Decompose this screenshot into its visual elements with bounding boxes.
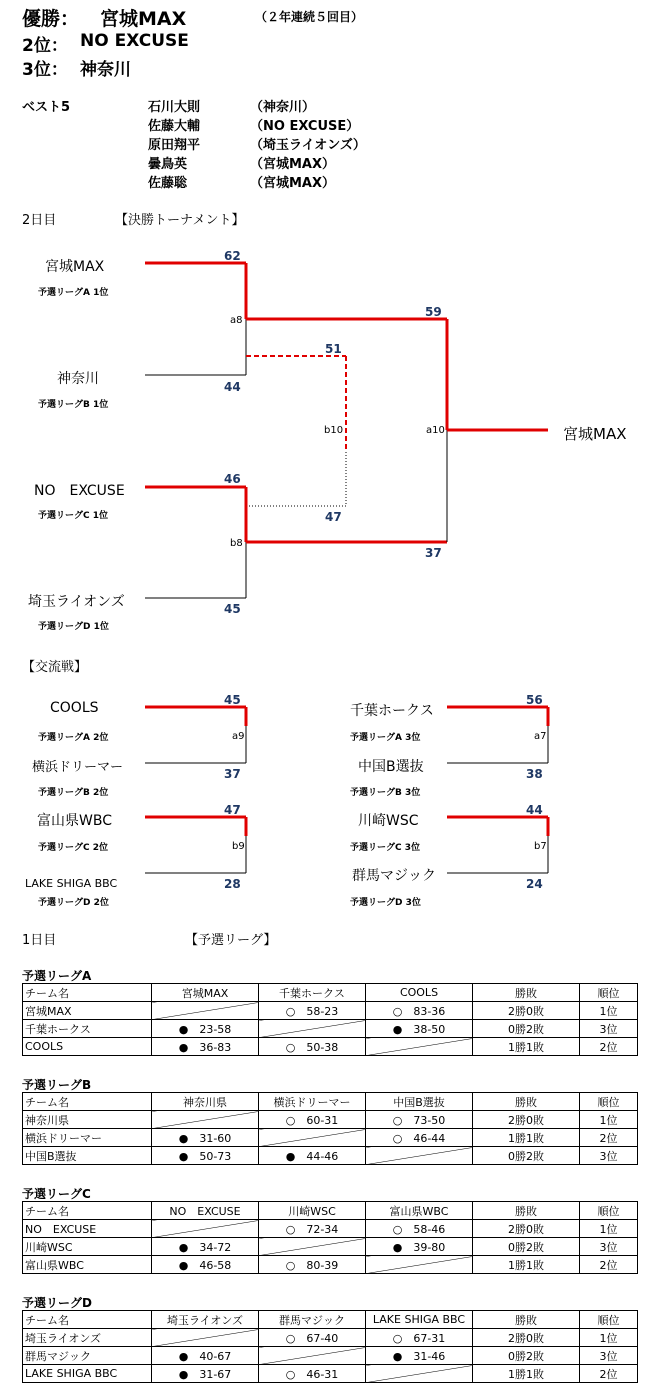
exchange-seed: 予選リーグA 3位 [350, 733, 421, 743]
self-match-cell [366, 1365, 473, 1383]
table-header-cell: LAKE SHIGA BBC [366, 1311, 473, 1329]
best5-player-name: 原田翔平 [148, 138, 201, 153]
result-cell: ● 23-58 [152, 1020, 259, 1038]
exchange-score: 45 [224, 693, 241, 707]
day2-label: 2日目 [22, 213, 57, 228]
self-match-cell [366, 1256, 473, 1274]
record-cell: 0勝2敗 [473, 1020, 580, 1038]
league-table [22, 1201, 638, 1274]
champion-note: （２年連続５回目） [255, 10, 364, 24]
bracket-score: 46 [224, 472, 241, 486]
record-cell: 0勝2敗 [473, 1147, 580, 1165]
exchange-score: 44 [526, 803, 543, 817]
table-row [23, 1238, 638, 1256]
self-match-cell [259, 1238, 366, 1256]
result-cell: ○ 67-31 [366, 1329, 473, 1347]
result-cell: ● 31-67 [152, 1365, 259, 1383]
self-match-cell [152, 1002, 259, 1020]
table-header-cell: COOLS [366, 984, 473, 1002]
table-header-cell: 順位 [580, 984, 638, 1002]
third-label: 3位： [22, 60, 68, 80]
bracket-team: 宮城MAX [45, 259, 105, 275]
result-cell: ● 44-46 [259, 1147, 366, 1165]
exchange-seed: 予選リーグD 3位 [350, 898, 421, 908]
rank-cell: 2位 [580, 1365, 638, 1383]
tournament-winner: 宮城MAX [563, 425, 627, 443]
day2-title: 【決勝トーナメント】 [115, 213, 245, 228]
best5-player-team: （神奈川） [250, 100, 316, 115]
match-label-a10: a10 [426, 425, 445, 436]
bracket-team: 埼玉ライオンズ [28, 594, 125, 610]
table-header-row [23, 984, 638, 1002]
league-title: 予選リーグD [22, 1296, 92, 1310]
exchange-score: 28 [224, 877, 241, 891]
rank-cell: 3位 [580, 1238, 638, 1256]
self-match-cell [259, 1347, 366, 1365]
best5-player-name: 佐藤聡 [148, 176, 188, 191]
bracket-score: 59 [425, 305, 442, 319]
champion-team: 宮城MAX [100, 8, 187, 30]
rank-cell: 2位 [580, 1256, 638, 1274]
record-cell: 2勝0敗 [473, 1002, 580, 1020]
result-cell: ○ 46-31 [259, 1365, 366, 1383]
bracket-score: 51 [325, 342, 342, 356]
rank-cell: 1位 [580, 1220, 638, 1238]
result-cell: ○ 83-36 [366, 1002, 473, 1020]
best5-player-team: （宮城MAX） [250, 176, 336, 191]
best5-player-name: 佐藤大輔 [148, 119, 201, 134]
table-row [23, 1220, 638, 1238]
table-header-cell: 順位 [580, 1093, 638, 1111]
bracket-score: 45 [224, 602, 241, 616]
record-cell: 1勝1敗 [473, 1365, 580, 1383]
match-label-a8: a8 [230, 315, 243, 326]
exchange-score: 24 [526, 877, 543, 891]
best5-player-name: 曇鳥英 [148, 157, 188, 172]
record-cell: 1勝1敗 [473, 1038, 580, 1056]
team-cell: 埼玉ライオンズ [23, 1329, 152, 1347]
table-header-cell: 群馬マジック [259, 1311, 366, 1329]
match-label-b10: b10 [324, 425, 344, 436]
table-header-cell: 富山県WBC [366, 1202, 473, 1220]
league-table [22, 1310, 638, 1383]
match-label-a7: a7 [534, 731, 547, 742]
rank-cell: 1位 [580, 1111, 638, 1129]
team-cell: 中国B選抜 [23, 1147, 152, 1165]
best5-label: ベスト5 [22, 100, 71, 115]
table-header-cell: 横浜ドリーマー [259, 1093, 366, 1111]
record-cell: 1勝1敗 [473, 1256, 580, 1274]
second-team: NO EXCUSE [80, 31, 189, 51]
league-table [22, 1092, 638, 1165]
table-header-cell: チーム名 [23, 1202, 152, 1220]
exchange-team: 富山県WBC [37, 813, 112, 829]
result-cell: ● 38-50 [366, 1020, 473, 1038]
bracket-seed: 予選リーグD 1位 [38, 622, 109, 632]
result-cell: ● 31-60 [152, 1129, 259, 1147]
bracket-score: 47 [325, 510, 342, 524]
exchange-seed: 予選リーグC 2位 [38, 843, 109, 853]
record-cell: 1勝1敗 [473, 1129, 580, 1147]
exchange-score: 38 [526, 767, 543, 781]
league-title: 予選リーグC [22, 1187, 91, 1201]
table-row [23, 1365, 638, 1383]
table-header-cell: チーム名 [23, 1311, 152, 1329]
exchange-team: LAKE SHIGA BBC [25, 877, 118, 890]
record-cell: 2勝0敗 [473, 1111, 580, 1129]
self-match-cell [366, 1038, 473, 1056]
self-match-cell [152, 1111, 259, 1129]
exchange-team: 群馬マジック [352, 868, 436, 884]
rank-cell: 1位 [580, 1002, 638, 1020]
bracket-team: 神奈川 [57, 371, 99, 387]
result-cell: ● 39-80 [366, 1238, 473, 1256]
table-row [23, 1147, 638, 1165]
team-cell: NO EXCUSE [23, 1220, 152, 1238]
self-match-cell [152, 1220, 259, 1238]
bracket-team: NO EXCUSE [34, 483, 125, 499]
result-cell: ○ 80-39 [259, 1256, 366, 1274]
table-header-cell: 千葉ホークス [259, 984, 366, 1002]
rank-cell: 3位 [580, 1147, 638, 1165]
day1-title: 【予選リーグ】 [185, 933, 277, 948]
team-cell: 千葉ホークス [23, 1020, 152, 1038]
result-cell: ○ 58-23 [259, 1002, 366, 1020]
exchange-team: 川崎WSC [358, 813, 419, 829]
bracket-seed: 予選リーグA 1位 [38, 288, 109, 298]
table-row [23, 1020, 638, 1038]
exchange-team: 中国B選抜 [358, 759, 424, 775]
self-match-cell [366, 1147, 473, 1165]
exchange-seed: 予選リーグA 2位 [38, 733, 109, 743]
result-cell: ○ 50-38 [259, 1038, 366, 1056]
exchange-team: 千葉ホークス [350, 703, 434, 719]
bracket-seed: 予選リーグB 1位 [38, 400, 109, 410]
league-title: 予選リーグA [22, 969, 92, 983]
result-cell: ○ 72-34 [259, 1220, 366, 1238]
bracket-score: 62 [224, 249, 241, 263]
result-cell: ○ 58-46 [366, 1220, 473, 1238]
exchange-team: COOLS [50, 700, 99, 716]
day1-label: 1日目 [22, 933, 57, 948]
table-header-cell: 勝敗 [473, 1093, 580, 1111]
match-label-b7: b7 [534, 841, 547, 852]
exchange-seed: 予選リーグB 3位 [350, 788, 421, 798]
rank-cell: 1位 [580, 1329, 638, 1347]
table-header-cell: 埼玉ライオンズ [152, 1311, 259, 1329]
self-match-cell [259, 1020, 366, 1038]
team-cell: 宮城MAX [23, 1002, 152, 1020]
exchange-seed: 予選リーグC 3位 [350, 843, 421, 853]
team-cell: 川崎WSC [23, 1238, 152, 1256]
result-cell: ● 31-46 [366, 1347, 473, 1365]
record-cell: 0勝2敗 [473, 1238, 580, 1256]
exchange-seed: 予選リーグD 2位 [38, 898, 109, 908]
self-match-cell [152, 1329, 259, 1347]
exchange-title: 【交流戦】 [22, 660, 88, 675]
record-cell: 0勝2敗 [473, 1347, 580, 1365]
rank-cell: 3位 [580, 1347, 638, 1365]
table-header-row [23, 1093, 638, 1111]
best5-player-team: （埼玉ライオンズ） [250, 138, 366, 153]
table-header-row [23, 1202, 638, 1220]
exchange-score: 47 [224, 803, 241, 817]
match-label-a9: a9 [232, 731, 245, 742]
table-row [23, 1111, 638, 1129]
match-label-b9: b9 [232, 841, 245, 852]
rank-cell: 3位 [580, 1020, 638, 1038]
second-label: 2位： [22, 36, 68, 56]
team-cell: 横浜ドリーマー [23, 1129, 152, 1147]
bracket-score: 37 [425, 546, 442, 560]
team-cell: LAKE SHIGA BBC [23, 1365, 152, 1383]
best5-player-name: 石川大則 [148, 100, 201, 115]
result-cell: ○ 67-40 [259, 1329, 366, 1347]
table-header-cell: 神奈川県 [152, 1093, 259, 1111]
table-row [23, 1347, 638, 1365]
self-match-cell [259, 1129, 366, 1147]
table-header-cell: 勝敗 [473, 984, 580, 1002]
result-cell: ● 46-58 [152, 1256, 259, 1274]
table-header-cell: 勝敗 [473, 1311, 580, 1329]
exchange-team: 横浜ドリーマー [32, 760, 124, 775]
table-header-cell: チーム名 [23, 984, 152, 1002]
record-cell: 2勝0敗 [473, 1220, 580, 1238]
bracket-score: 44 [224, 380, 241, 394]
match-label-b8: b8 [230, 538, 243, 549]
result-cell: ● 34-72 [152, 1238, 259, 1256]
table-header-cell: NO EXCUSE [152, 1202, 259, 1220]
table-header-cell: 順位 [580, 1202, 638, 1220]
team-cell: 富山県WBC [23, 1256, 152, 1274]
team-cell: 神奈川県 [23, 1111, 152, 1129]
exchange-score: 56 [526, 693, 543, 707]
table-row [23, 1038, 638, 1056]
table-header-row [23, 1311, 638, 1329]
result-cell: ○ 46-44 [366, 1129, 473, 1147]
champion-label: 優勝： [22, 8, 80, 30]
best5-player-team: （宮城MAX） [250, 157, 336, 172]
league-table [22, 983, 638, 1056]
result-cell: ● 50-73 [152, 1147, 259, 1165]
result-cell: ● 40-67 [152, 1347, 259, 1365]
result-cell: ○ 73-50 [366, 1111, 473, 1129]
table-row [23, 1256, 638, 1274]
exchange-seed: 予選リーグB 2位 [38, 788, 109, 798]
exchange-score: 37 [224, 767, 241, 781]
table-header-cell: チーム名 [23, 1093, 152, 1111]
table-header-cell: 勝敗 [473, 1202, 580, 1220]
result-cell: ● 36-83 [152, 1038, 259, 1056]
rank-cell: 2位 [580, 1038, 638, 1056]
bracket-seed: 予選リーグC 1位 [38, 511, 109, 521]
table-header-cell: 川崎WSC [259, 1202, 366, 1220]
best5-player-team: （NO EXCUSE） [250, 119, 360, 134]
table-row [23, 1129, 638, 1147]
league-title: 予選リーグB [22, 1078, 92, 1092]
table-header-cell: 順位 [580, 1311, 638, 1329]
result-cell: ○ 60-31 [259, 1111, 366, 1129]
team-cell: 群馬マジック [23, 1347, 152, 1365]
table-header-cell: 宮城MAX [152, 984, 259, 1002]
table-row [23, 1002, 638, 1020]
rank-cell: 2位 [580, 1129, 638, 1147]
table-header-cell: 中国B選抜 [366, 1093, 473, 1111]
team-cell: COOLS [23, 1038, 152, 1056]
third-team: 神奈川 [80, 60, 131, 80]
table-row [23, 1329, 638, 1347]
record-cell: 2勝0敗 [473, 1329, 580, 1347]
